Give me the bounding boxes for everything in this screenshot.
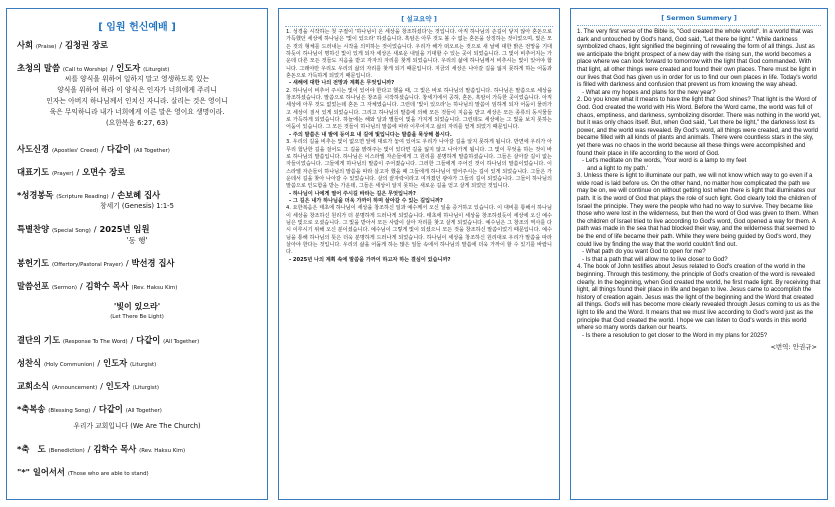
order-item-call-to-worship: 초청의 말씀 (Call to Worship) / 인도자 (Liturgist) — [17, 63, 170, 73]
worship-order-heading: [ 임원 헌신예배 ] — [98, 22, 176, 33]
english-sermon-summary-panel — [570, 8, 828, 500]
korean-summary-text — [279, 29, 559, 264]
heading-divider — [285, 26, 553, 27]
reflection-question: - What are my hopes and plans for the new year? — [582, 88, 716, 96]
summary-paragraph: 2. 하나님이 비추어 주시는 빛이 있어야 한다고 했을 때, 그 빛은 바로 하나님의 말씀입니다. 하나님은 말씀으로 세상을 창조하셨습니다. 말씀으로 하나님은 창조를 시작하셨습니다. 창세기에서 공허, 혼돈, 흑암이 가득한 곳이었습니다. 아직 세상에 아무 것도 없었는데 혼돈 그 자체였습니다. 그런데 '빛이 있으라'는 하나님의 말씀이 임하게 되자 어둠이 물러가고 세상이 질서 있게 되었습니다. 그리고 하나님의 말씀에 의해 모든 것들이 지음을 받고 세상은 모든 종류의 동식물들로 가득하게 되었습니다. 하늘에는 해와 달과 별들이 빛을 가지게 되었습니다. 그런데도 세상에는 그 빛을 보지 못하는 어둠이 있습니다. 그 모든 것들이 하나님의 말씀에 따라 이루어지고 삶의 자리를 얻게 되었기 때문입니다. — [286, 87, 552, 131]
order-item-sermon: 말씀선포 (Sermon) / 김학수 목사 (Rev. Haksu Kim) — [17, 281, 178, 291]
reflection-question: - Let's meditate on the words, 'Your word is a lamp to my feet — [582, 157, 747, 165]
reflection-question: - 새해에 대한 나의 전망과 계획은 무엇입니까? — [289, 80, 395, 87]
worship-order-list — [7, 39, 267, 478]
english-summary-text — [571, 28, 827, 339]
reflection-question: - 하나님이 나에게 열어 주시길 바라는 길은 무엇입니까? — [289, 190, 416, 197]
summary-paragraph: 4. The book of John testifies about Jesus related to God's creation of the world in the beginning. Through this testimony, the principle of God's creation of the word is revealed clearly. In the beginning, when God created the world, he first made light. By receiving that light, all things found their place in life and began to live. Jesus came to accomplish the history of creation again. Jesus was the light of the beginning and the Word that created all things. God's will has become more clearly revealed through Jesus coming to us as the light to life and the Word. It means that we must live according to God's word just as the principle that God created the world. I hope we can listen to God's words in this world where so many words darken our hearts. — [577, 263, 821, 332]
order-item-blessing-song: *축복송 (Blessing Song) / 다같이 (All Together) — [17, 404, 162, 414]
reflection-question: - What path do you want God to open for me? — [582, 248, 706, 256]
reflection-question: - 2025년 나의 계획 속에 말씀을 가까이 하고자 하는 결심이 있습니까? — [289, 256, 451, 263]
summary-paragraph: 3. 우리의 길을 비추는 빛이 없으면 앞에 대로가 놓여 있어도 우리가 나아갈 길을 알지 못하게 됩니다. 반면에 우리가 아무리 험난한 길을 걸어도 그 길을 밝혀주는 빛이 있다면 길을 잃지 않고 나아가게 됩니다. 그 빛이 무엇을 하는 것이 바로 하나님의 말씀입니다. 하나님은 이스라엘 자손들에게 그 원리를 분명하게 말씀하셨습니다. 그들은 살아갈 길이 없는 자들이었습니다. 그들에게 하나님의 말씀이 주어졌습니다. 그러한 그들에게 주어진 것이 하나님의 말씀이었습니다. 이스라엘 자손들이 하나님의 말씀을 따라 살고자 했을 때 그들에게 하나님이 열어주시는 길이 있게 되었습니다. 그들은 가운데서 길을 찾아 나아갈 수 있었습니다. 살의 끝자락이라고 여겨졌던 광야가 그들의 길이 되었습니다. 그들이 하나님의 말씀으로 인도함을 받는 가운데, 그들은 세상이 알지 못하는 새로운 길을 얻고 살게 되었던 것입니다. — [286, 139, 552, 190]
order-item-communion: 성찬식 (Holy Communion) / 인도자 (Liturgist) — [17, 358, 157, 368]
order-item-announcement: 교회소식 (Announcement) / 인도자 (Liturgist) — [17, 381, 159, 391]
summary-paragraph: 2. Do you know what it means to have the light that God shines? That light is the Word of God. God created the world with His Word. Before the Word came, the world was full of chaos, emptiness, and darkness, symbolizing disorder. There was nothing in the world yet, but it was only chaos itself. But, when God said, "Let there be light," the darkness lost its power, and the world was revealed. By God's word, all things were created, and the world became filled with all kinds of plants and animals. There were countless stars in the sky, yet there was no chaos in the world because all these things were accomplished and found their place in life according to the word of God. — [577, 96, 821, 157]
special-song-title: '동 행' — [126, 236, 148, 245]
blessing-song-title: 우리가 교회입니다 (We Are The Church) — [73, 422, 201, 430]
korean-sermon-summary-panel — [278, 8, 560, 500]
standing-note: "*" 일어서서 (Those who are able to stand) — [17, 467, 149, 477]
order-item-scripture-reading: *성경봉독 (Scripture Reading) / 손보혜 집사 — [17, 190, 161, 200]
order-item-special-song: 특별찬양 (Special Song) / 2025년 임원 — [17, 224, 150, 234]
translator-credit: <번역: 안권규> — [770, 343, 817, 352]
reflection-question: - 주의 말씀은 내 발에 등이요 내 길에 빛입니다는 말씀을 묵상해 봅시다. — [289, 131, 452, 138]
order-item-apostles-creed: 사도신경 (Apostles' Creed) / 다같이 (All Together) — [17, 144, 170, 154]
order-item-benediction: *축 도 (Benediction) / 김학수 목사 (Rev. Haksu Kim) — [17, 444, 186, 454]
reflection-question: and a light to my path.' — [587, 164, 649, 172]
call-to-worship-text: 씨를 양식을 위하여 일하지 말고 영생하도록 있는 양식을 위하여 하라 이 양식은 인자가 너희에게 주리니 인자는 아버지 하나님께서 인치신 자니라. 살리는 것은 영이니 육은 무익하니라 내가 너희에게 이른 말은 영이요 생명이라. (요한복음 6:27, 63) — [46, 75, 228, 127]
order-item-response: 결단의 기도 (Response To The Word) / 다같이 (All Together) — [17, 335, 200, 345]
summary-paragraph: 1. 성경을 시작하는 첫 구절이 '하나님이 온 세상을 창조하셨다'는 것입니다. 아직 하나님의 손길이 닿지 않아 혼돈으로 가득했던 세상에 하나님은 '빛이 있으라' 하셨습니다. 흑암은 아무 것도 볼 수 없는 혼돈을 상징하는 것이었으며, 빛은 모든 것의 형체를 드러내는 시작을 의미하는 것이었습니다. 우리가 해가 떠오르는 것으로 새 날에 대한 밝은 전망을 기대하듯이 하나님이 명하신 빛이 있게 되자 세상은 새로운 내일을 기대할 수 있는 곳이 되었습니다. 그 빛이 비추어지는 가운데 다른 모든 것들도 지음을 받고 각자의 자리를 찾게 되었습니다. 우리의 삶에 하나님께서 비추시는 빛이 있어야 합니다. 그래야만 우리도 우리의 삶의 자리를 찾게 되기 때문입니다. 지금의 세상은 나아갈 길을 잃지 못하게 하는 어둠과 혼돈으로 가득하게 되었기 때문입니다. — [286, 29, 552, 80]
sermon-title: '빛이 있으라' — [113, 302, 161, 311]
order-item-praise: 사회 (Praise) / 김청권 장로 — [17, 40, 108, 50]
sermon-title-en: (Let There Be Light) — [110, 314, 164, 320]
heading-divider — [577, 25, 821, 26]
reflection-question: - 그 길은 내가 하나님을 더욱 가까이 하며 살아갈 수 있는 길입니까? — [289, 197, 443, 204]
summary-paragraph: 1. The very first verse of the Bible is, "God created the whole world". In a world that was dark and untouched by God's hand, God said, "Let there be light." While darkness symbolized chaos, light signified the beginning of revealing the form of all things. Just as we anticipate the bright prospect of a new day with the rising sun, the world becomes a place where we can look forward to tomorrow with the light that God commanded. With that light, all other things were created and found their own places. There must be light in our lives that God has given us in order for us to find our own places in life. Today's world is filled with darkness and confusion that prevent us from knowing the way ahead. — [577, 28, 817, 89]
worship-order-panel — [6, 8, 268, 500]
summary-paragraph: 4. 요한복음은 태초에 하나님이 세상을 창조하신 일과 예수께서 오신 일을 증거하고 있습니다. 이 대비를 통해서 하나님이 세상을 창조하신 원리가 더 분명하게 드러나게 되었습니다. 태초에 하나님이 세상을 창조하셨듯이 세상에 오신 예수님은 빛으로 오셨습니다. 그 빛을 받아서 모든 사람이 살아 자리를 찾고 살게 되었습니다. 예수님은 그 창조의 역사를 다시 이루시기 위해 오신 분이셨습니다. 예수님이 그렇게 빛이 되셨으니 모든 것을 창조하신 말씀이었기 때문입니다. 예수님을 통해 하나님의 뜻은 더욱 분명하게 드러나게 되었습니다. 하나님이 세상을 창조하신 원리대로 우리가 말씀을 따라 살아야 한다는 것입니다. 우리의 삶을 어둡게 하는 많은 일들 속에서 하나님의 말씀에 더욱 가까이 할 수 있기를 바랍니다. — [286, 205, 552, 256]
korean-summary-heading: [ 설교요약 ] — [401, 15, 437, 23]
reflection-question: - Is there a resolution to get closer to the Word in my plans for 2025? — [582, 331, 768, 339]
scripture-reference: 창세기 (Genesis) 1:1-5 — [100, 202, 174, 210]
summary-paragraph: 3. Unless there is light to illuminate our path, we will not know which way to go even if a wide road is laid before us. On the other hand, no matter how complicated the path we may be on, we will continue on without getting lost when there is light that illuminates our path. It is the word of God that plays the role of such light. God clearly told the children of Israel the principle. They were the people who had no way to survive. They became like those who were lost in the wilderness, but then the word of God was given to them. When the children of Israel tried to live according to God's word, God opened a way for them. A path was made in the sea that had blocked their way, and the wilderness that seemed to be the end of life became their path. While they were being guided by God's word, they could live by finding the way that the world couldn't find out. — [577, 172, 819, 248]
reflection-question: - Is that a path that will allow me to live closer to God? — [582, 255, 728, 263]
order-item-offertory-prayer: 봉헌기도 (Offertory/Pastoral Prayer) / 박선경 집사 — [17, 258, 175, 268]
english-summary-heading: [ Sermon Summery ] — [661, 14, 737, 22]
order-item-prayer: 대표기도 (Prayer) / 오면수 장로 — [17, 167, 126, 177]
